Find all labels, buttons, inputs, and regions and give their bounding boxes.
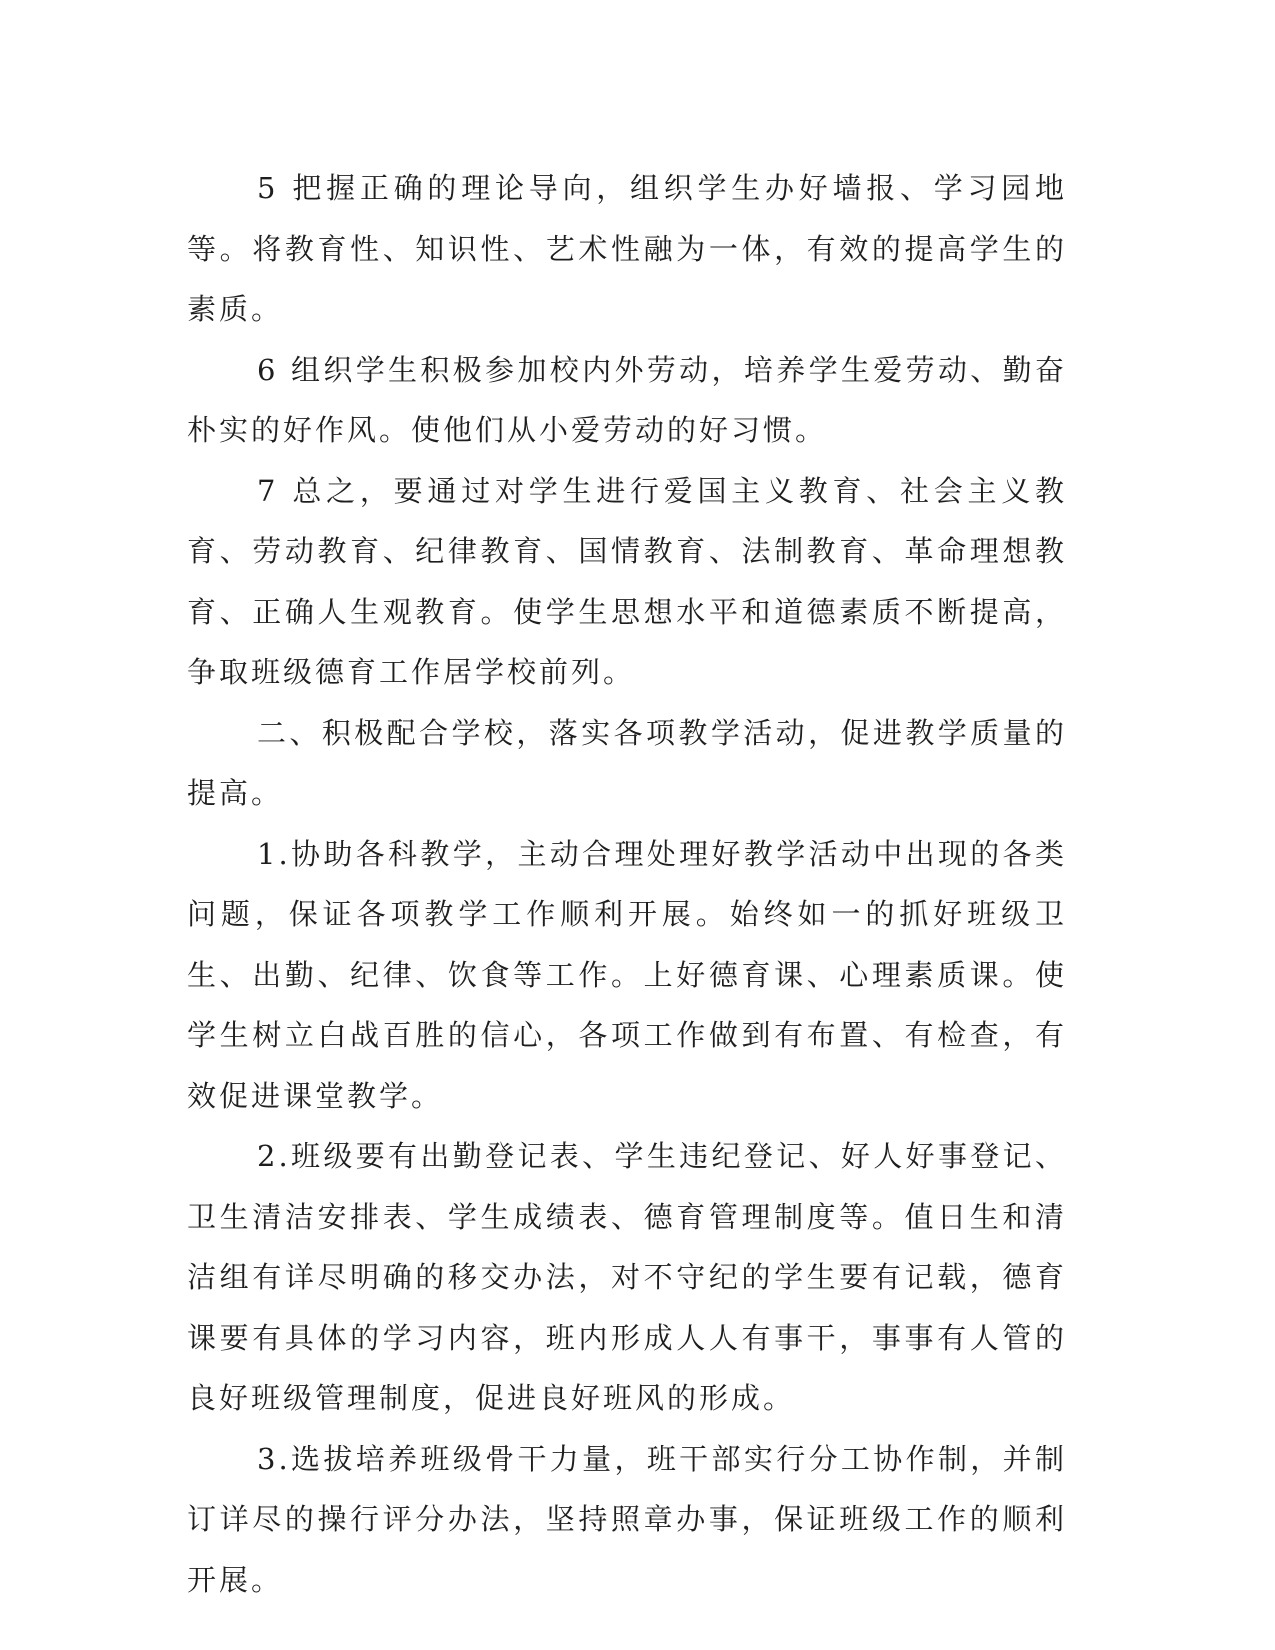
paragraph-item-5: 5 把握正确的理论导向，组织学生办好墙报、学习园地等。将教育性、知识性、艺术性融为一体，有效的提高学生的素质。 (187, 171, 1067, 326)
paragraph-item-6: 6 组织学生积极参加校内外劳动，培养学生爱劳动、勤奋朴实的好作风。使他们从小爱劳动的好习惯。 (187, 352, 1067, 447)
section-heading-2: 二、积极配合学校，落实各项教学活动，促进教学质量的提高。 (187, 715, 1067, 810)
paragraph-item-3: 3.选拔培养班级骨干力量，班干部实行分工协作制，并制订详尽的操行评分办法，坚持照章办事，保证班级工作的顺利开展。 (187, 1441, 1067, 1597)
paragraph-item-2: 2.班级要有出勤登记表、学生违纪登记、好人好事登记、卫生清洁安排表、学生成绩表、德育管理制度等。值日生和清洁组有详尽明确的移交办法，对不守纪的学生要有记载，德育课要有具体的学习内容，班内形成人人有事干，事事有人管的良好班级管理制度，促进良好班风的形成。 (187, 1139, 1067, 1415)
document-body (187, 158, 1067, 1610)
paragraph-item-1: 1.协助各科教学，主动合理处理好教学活动中出现的各类问题，保证各项教学工作顺利开展。始终如一的抓好班级卫生、出勤、纪律、饮食等工作。上好德育课、心理素质课。使学生树立白战百胜的信心，各项工作做到有布置、有检查，有效促进课堂教学。 (187, 836, 1067, 1113)
paragraph-item-7: 7 总之，要通过对学生进行爱国主义教育、社会主义教育、劳动教育、纪律教育、国情教育、法制教育、革命理想教育、正确人生观教育。使学生思想水平和道德素质不断提高，争取班级德育工作居学校前列。 (187, 473, 1067, 689)
